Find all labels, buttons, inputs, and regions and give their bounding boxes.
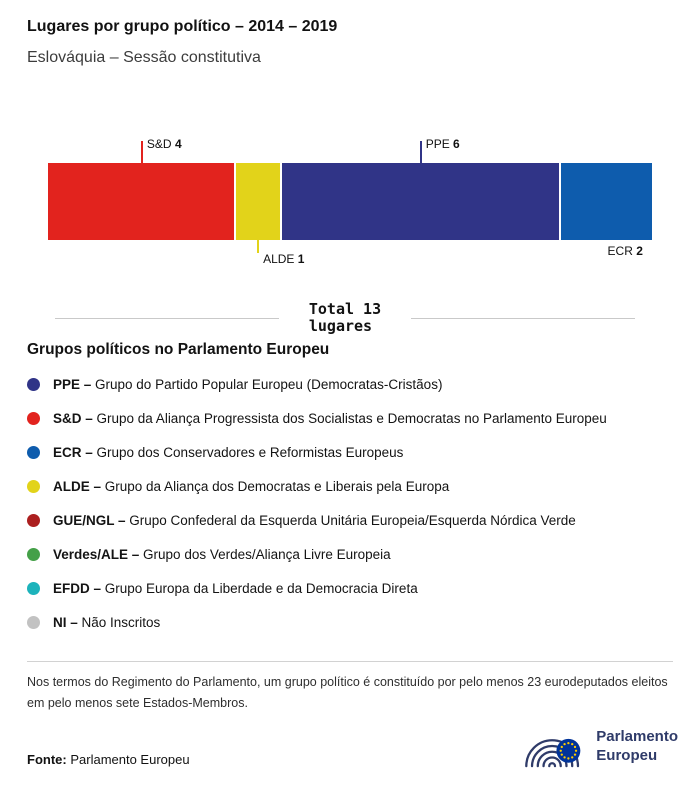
source-label: Fonte: [27, 752, 67, 767]
callout-line-s-d [141, 141, 143, 163]
seat-label-s-d: S&D 4 [146, 137, 182, 151]
legend-item-ecr [27, 435, 673, 469]
seat-label-ecr: ECR 2 [607, 244, 643, 258]
callout-line-alde [257, 240, 259, 253]
callout-line-ppe [420, 141, 422, 163]
legend-item-gue-ngl [27, 503, 673, 537]
legend-label-gue-ngl: GUE/NGL – Grupo Confederal da Esquerda Unitária Europeia/Esquerda Nórdica Verde [53, 512, 576, 528]
total-rule-right [411, 318, 635, 319]
total-line-2: lugares [308, 317, 373, 336]
total-seats [55, 301, 635, 336]
bar-segment-s-d [48, 163, 234, 240]
legend-heading: Grupos políticos no Parlamento Europeu [27, 341, 330, 358]
legend-item-s-d [27, 401, 673, 435]
legend-label-s-d: S&D – Grupo da Aliança Progressista dos Socialistas e Democratas no Parlamento Europeu [53, 410, 607, 426]
legend-label-ni: NI – Não Inscritos [53, 614, 161, 630]
group-color-dot-ppe [27, 378, 40, 391]
header [27, 18, 337, 67]
bar-segment-ppe [280, 163, 559, 240]
legend-item-ni [27, 605, 673, 639]
legend-label-ecr: ECR – Grupo dos Conservadores e Reformistas Europeus [53, 444, 404, 460]
group-color-dot-efdd [27, 582, 40, 595]
total-line-1: Total 13 [308, 300, 382, 318]
total-rule-left [55, 318, 279, 319]
legend-item-ppe [27, 367, 673, 401]
legend-item-efdd [27, 571, 673, 605]
page-title: Lugares por grupo político – 2014 – 2019 [27, 18, 338, 35]
group-color-dot-s-d [27, 412, 40, 425]
legend-label-alde: ALDE – Grupo da Aliança dos Democratas e Liberais pela Europa [53, 478, 450, 494]
legend-label-ppe: PPE – Grupo do Partido Popular Europeu (Democratas-Cristãos) [53, 376, 443, 392]
legend-label-efdd: EFDD – Grupo Europa da Liberdade e da Democracia Direta [53, 580, 418, 596]
logo-line-2: Europeu [596, 747, 658, 764]
footnote: Nos termos do Regimento do Parlamento, um grupo político é constituído por pelo menos 23 eurodeputados eleitos em pelo menos sete Estados-Membros. [27, 675, 668, 710]
legend-item-alde [27, 469, 673, 503]
legend-list [27, 367, 673, 639]
seat-label-ppe: PPE 6 [425, 137, 460, 151]
group-color-dot-ecr [27, 446, 40, 459]
group-color-dot-ni [27, 616, 40, 629]
source-value: Parlamento Europeu [70, 752, 190, 767]
seat-label-alde: ALDE 1 [263, 252, 305, 266]
source-line [27, 752, 190, 767]
group-color-dot-verdes-ale [27, 548, 40, 561]
group-color-dot-gue-ngl [27, 514, 40, 527]
legend-item-verdes-ale [27, 537, 673, 571]
bar-segment-alde [234, 163, 280, 240]
seats-bar-chart [48, 136, 652, 268]
bar-segment-ecr [559, 163, 652, 240]
group-color-dot-alde [27, 480, 40, 493]
legend-label-verdes-ale: Verdes/ALE – Grupo dos Verdes/Aliança Livre Europeia [53, 546, 391, 562]
stacked-bar [48, 163, 652, 240]
logo-wordmark [596, 727, 678, 766]
european-parliament-logo [524, 724, 678, 768]
total-seats-label [309, 301, 381, 336]
logo-line-1: Parlamento [596, 727, 678, 745]
hemicycle-eu-flag-icon [524, 724, 586, 768]
footer-divider [27, 661, 673, 662]
page-subtitle: Eslováquia – Sessão constitutiva [27, 49, 261, 66]
